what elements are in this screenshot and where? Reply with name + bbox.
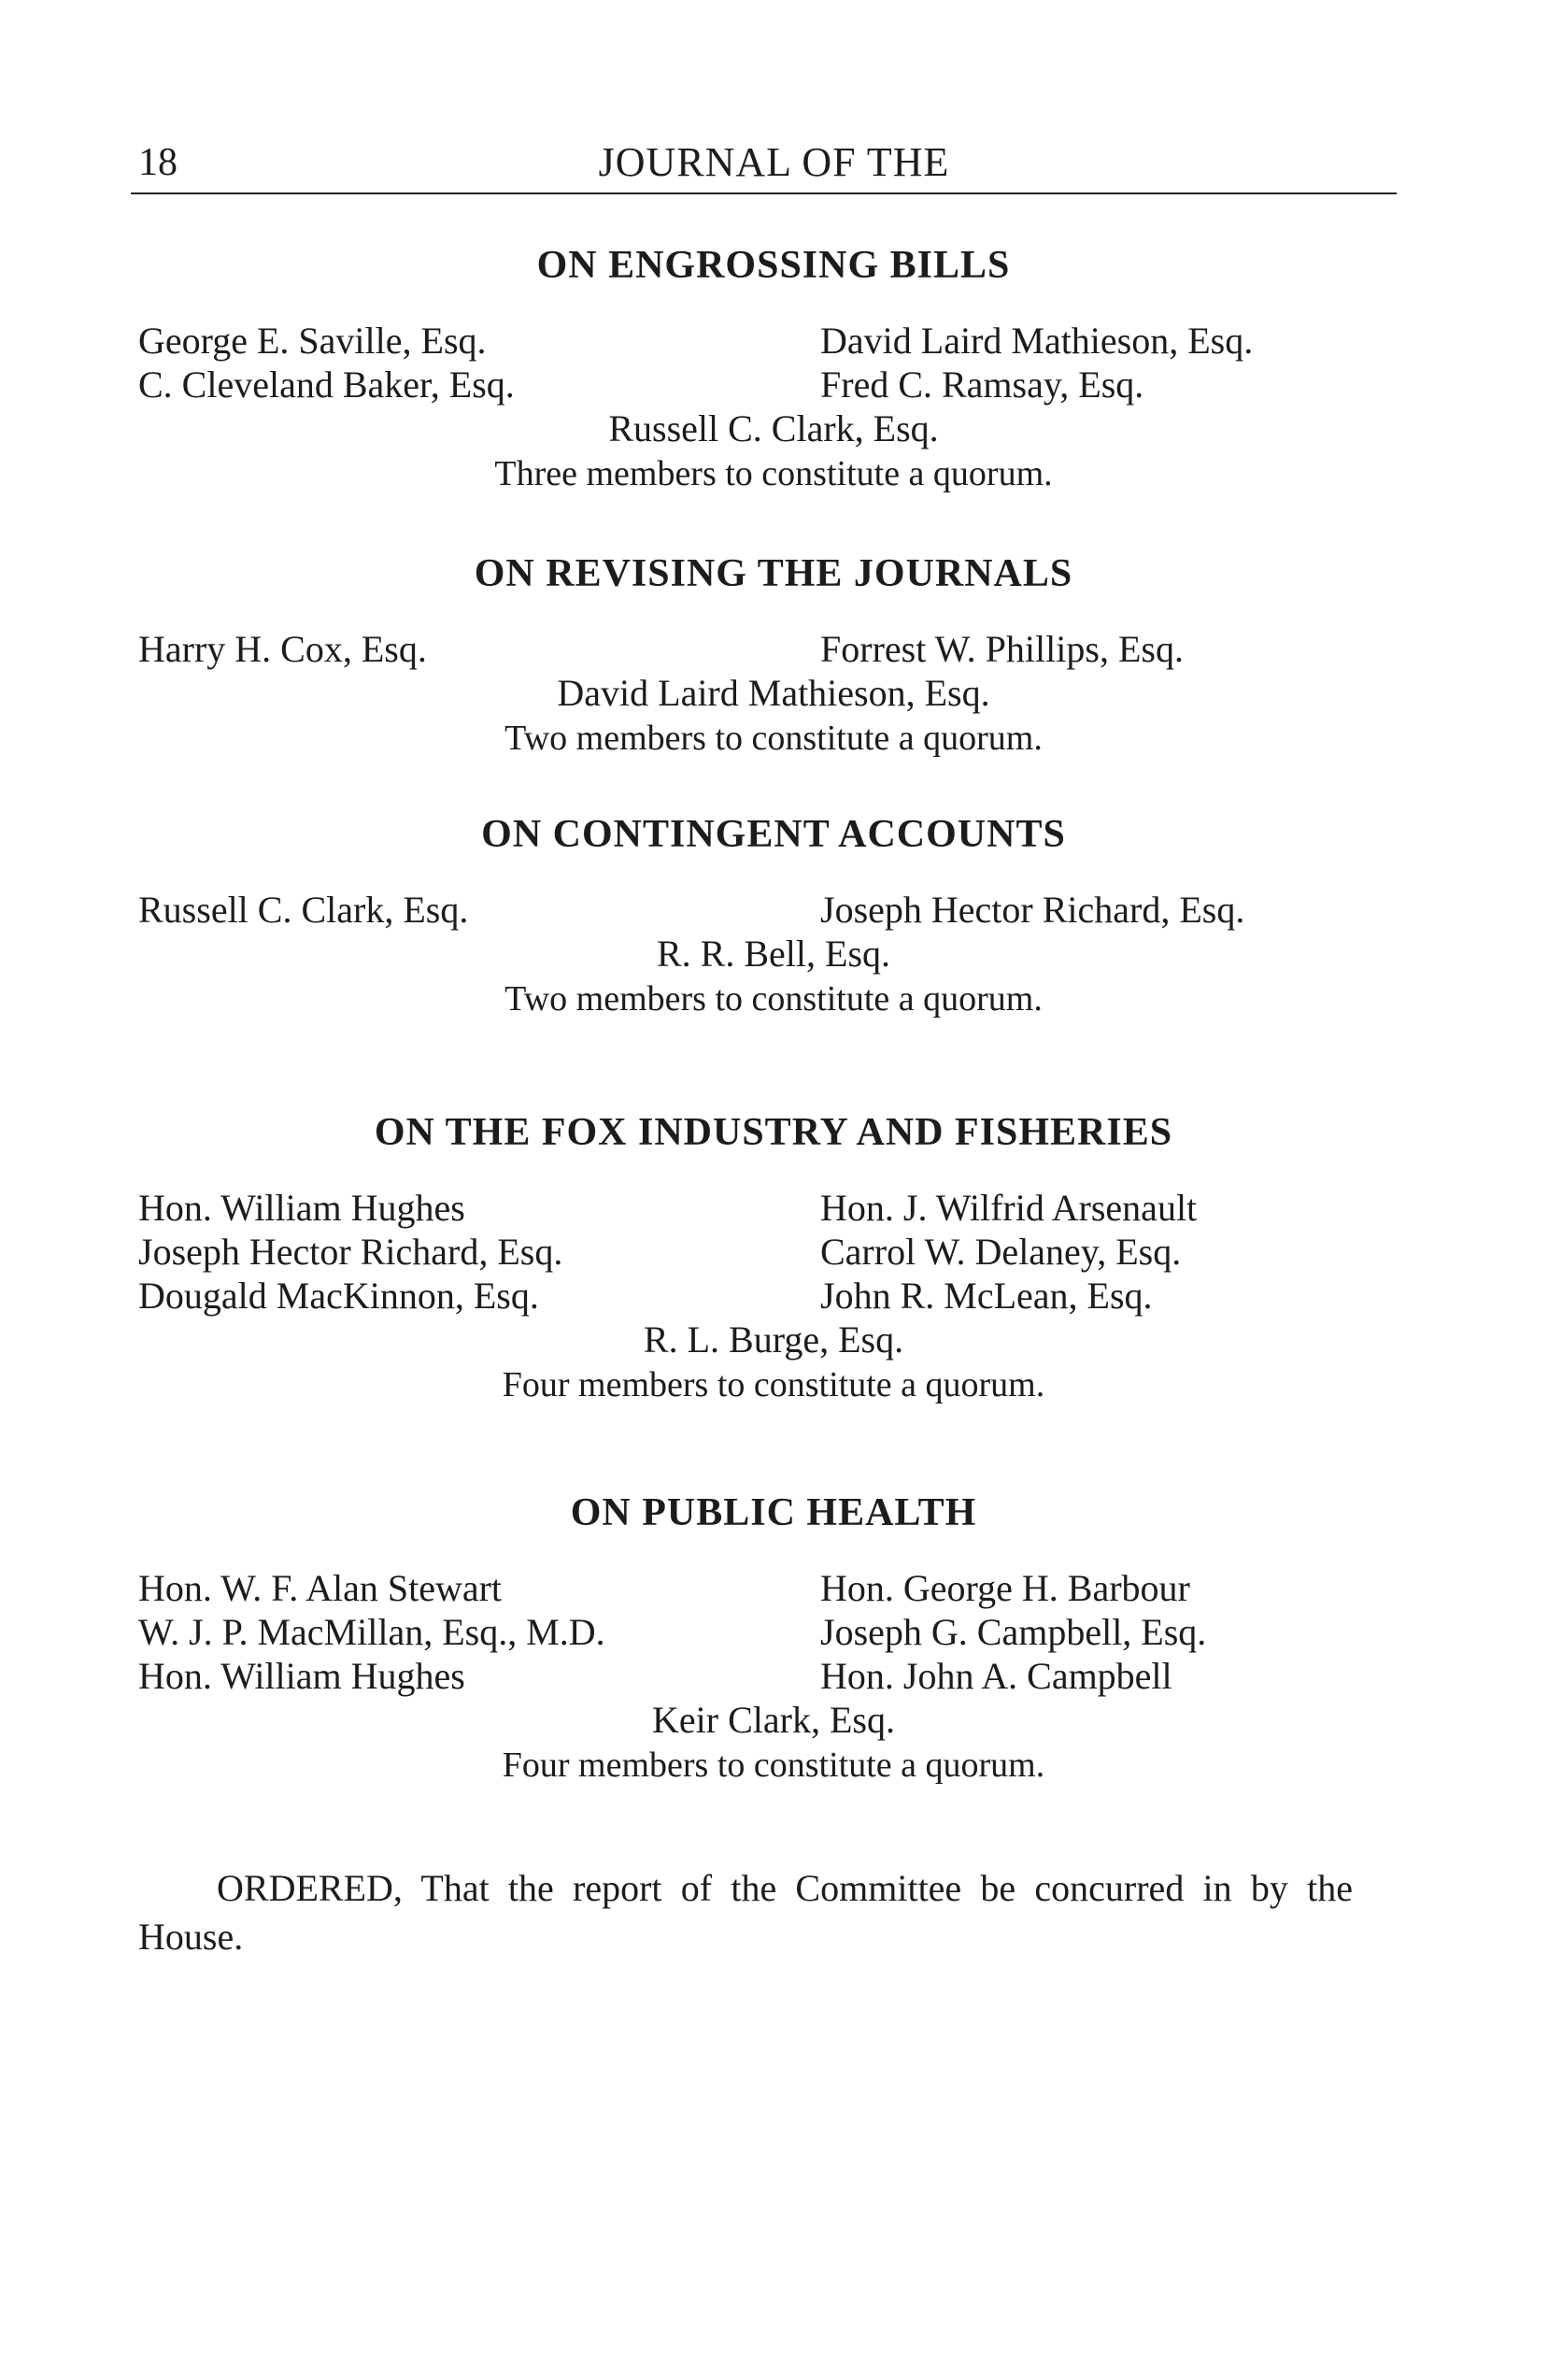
committee-contingent-accounts: [138, 807, 1334, 1022]
member-name: C. Cleveland Baker, Esq.: [138, 363, 515, 406]
member-name-centered: Russell C. Clark, Esq.: [608, 407, 939, 449]
quorum-note: Three members to constitute a quorum.: [494, 454, 1053, 493]
member-name: Carrol W. Delaney, Esq.: [820, 1231, 1182, 1273]
committee-title: ON ENGROSSING BILLS: [536, 244, 1011, 287]
member-name: Joseph Hector Richard, Esq.: [138, 1231, 563, 1273]
member-row: [138, 1654, 1334, 1698]
quorum-note: Two members to constitute a quorum.: [504, 719, 1043, 758]
member-name: George E. Saville, Esq.: [138, 320, 487, 362]
quorum-note: Four members to constitute a quorum.: [502, 1365, 1045, 1404]
member-name: Hon. George H. Barbour: [820, 1567, 1190, 1609]
committee-title: ON CONTINGENT ACCOUNTS: [481, 813, 1066, 856]
running-title: JOURNAL OF THE: [598, 139, 950, 185]
member-row: [138, 1186, 1334, 1230]
member-name: John R. McLean, Esq.: [820, 1275, 1153, 1317]
member-row: [138, 1610, 1334, 1654]
member-name: Hon. William Hughes: [138, 1655, 465, 1697]
committee-title: ON REVISING THE JOURNALS: [474, 552, 1073, 595]
member-list: [138, 1186, 1334, 1408]
member-name: Joseph Hector Richard, Esq.: [820, 889, 1245, 931]
committee-engrossing-bills: [138, 238, 1334, 497]
committee-public-health: [138, 1486, 1334, 1789]
member-name: Harry H. Cox, Esq.: [138, 628, 427, 670]
member-name: David Laird Mathieson, Esq.: [820, 320, 1254, 362]
quorum-note: Four members to constitute a quorum.: [502, 1746, 1045, 1785]
member-row: [138, 1230, 1334, 1274]
member-name: Forrest W. Phillips, Esq.: [820, 628, 1184, 670]
member-name: Fred C. Ramsay, Esq.: [820, 363, 1144, 406]
member-row: [138, 888, 1334, 932]
member-row: [138, 319, 1334, 363]
member-list: [138, 627, 1334, 762]
member-row: [138, 363, 1334, 406]
committee-title: ON PUBLIC HEALTH: [570, 1491, 977, 1534]
member-name: Hon. William Hughes: [138, 1187, 465, 1229]
member-row: [138, 627, 1334, 671]
member-name: Joseph G. Campbell, Esq.: [820, 1611, 1207, 1653]
header-rule: [131, 192, 1397, 194]
member-name: Russell C. Clark, Esq.: [138, 889, 469, 931]
committee-revising-journals: [138, 547, 1334, 762]
member-name: W. J. P. MacMillan, Esq., M.D.: [138, 1611, 605, 1653]
member-name-centered: Keir Clark, Esq.: [652, 1699, 895, 1741]
committee-title: ON THE FOX INDUSTRY AND FISHERIES: [374, 1111, 1173, 1154]
member-list: [138, 319, 1334, 497]
member-name: Dougald MacKinnon, Esq.: [138, 1275, 539, 1317]
member-name-centered: David Laird Mathieson, Esq.: [557, 672, 990, 714]
ordered-paragraph: ORDERED, That the report of the Committee be concurred in by the House.: [138, 1867, 1353, 1958]
member-row: [138, 1274, 1334, 1318]
member-name-centered: R. R. Bell, Esq.: [656, 933, 891, 975]
member-list: [138, 1566, 1334, 1789]
committee-fox-industry-fisheries: [138, 1105, 1334, 1408]
member-list: [138, 888, 1334, 1022]
page-number: 18: [138, 141, 178, 184]
member-name: Hon. W. F. Alan Stewart: [138, 1567, 503, 1609]
member-name: Hon. John A. Campbell: [820, 1655, 1172, 1697]
member-name-centered: R. L. Burge, Esq.: [643, 1318, 904, 1361]
member-name: Hon. J. Wilfrid Arsenault: [820, 1187, 1198, 1229]
quorum-note: Two members to constitute a quorum.: [504, 979, 1043, 1019]
member-row: [138, 1566, 1334, 1610]
